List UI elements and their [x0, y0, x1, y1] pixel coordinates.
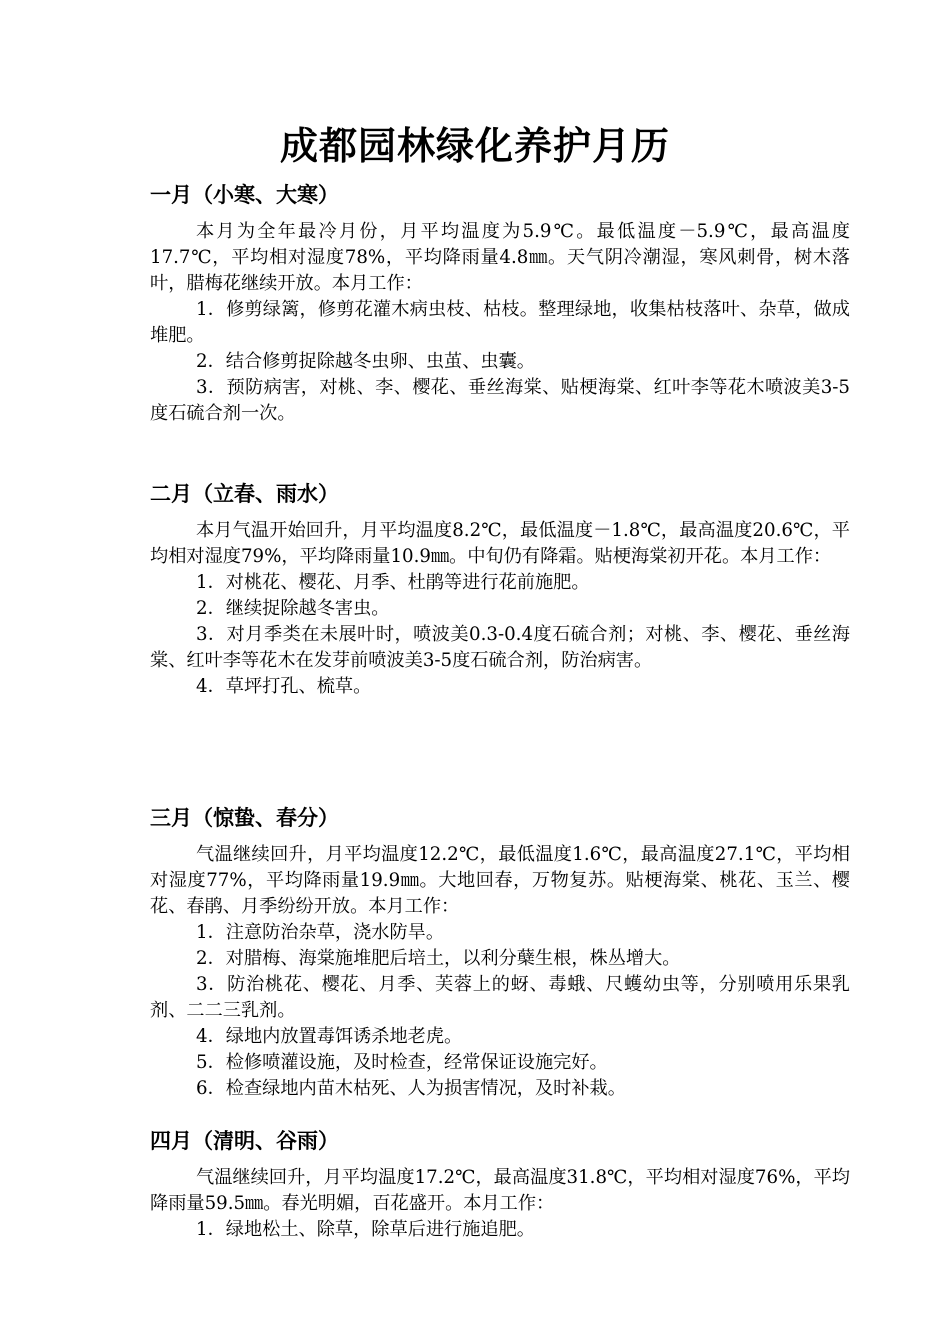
section-heading-march: 三月（惊蛰、春分）: [150, 806, 339, 830]
work-item: 5．检修喷灌设施，及时检查，经常保证设施完好。: [196, 1052, 608, 1073]
section-heading-january: 一月（小寒、大寒）: [150, 183, 339, 207]
work-item: 4．绿地内放置毒饵诱杀地老虎。: [196, 1026, 463, 1047]
work-item: 3．预防病害，对桃、李、樱花、垂丝海棠、贴梗海棠、红叶李等花木喷波美3-5度石硫合剂一次。: [150, 377, 850, 424]
work-item: 4．草坪打孔、梳草。: [196, 676, 372, 697]
section-intro: 气温继续回升，月平均温度17.2℃，最高温度31.8℃，平均相对湿度76%，平均降雨量59.5㎜。春光明媚，百花盛开。本月工作：: [150, 1167, 850, 1214]
work-item: 2．对腊梅、海棠施堆肥后培土，以利分蘖生根，株丛增大。: [196, 948, 681, 969]
section-intro: 本月为全年最冷月份，月平均温度为5.9℃。最低温度－5.9℃，最高温度17.7℃，平均相对湿度78%，平均降雨量4.8㎜。天气阴冷潮湿，寒风刺骨，树木落叶，腊梅花继续开放。本月工作：: [150, 221, 850, 294]
work-item: 3．对月季类在未展叶时，喷波美0.3-0.4度石硫合剂；对桃、李、樱花、垂丝海棠、红叶李等花木在发芽前喷波美3-5度石硫合剂，防治病害。: [150, 624, 850, 671]
work-item: 1．对桃花、樱花、月季、杜鹃等进行花前施肥。: [196, 572, 590, 593]
section-heading-february: 二月（立春、雨水）: [150, 482, 339, 506]
section-body-april: [150, 1165, 850, 1243]
work-item: 1．修剪绿篱，修剪花灌木病虫枝、枯枝。整理绿地，收集枯枝落叶、杂草，做成堆肥。: [150, 299, 850, 346]
document-title: 成都园林绿化养护月历: [279, 124, 670, 168]
work-item: 2．结合修剪捉除越冬虫卵、虫茧、虫囊。: [196, 351, 535, 372]
work-item: 1．绿地松土、除草，除草后进行施追肥。: [196, 1219, 535, 1240]
work-item: 3．防治桃花、樱花、月季、芙蓉上的蚜、毒蛾、尺蠖幼虫等，分别喷用乐果乳剂、二二三乳剂。: [150, 974, 850, 1021]
work-item: 2．继续捉除越冬害虫。: [196, 598, 390, 619]
section-body-january: [150, 219, 850, 427]
work-item: 1．注意防治杂草，浇水防旱。: [196, 922, 445, 943]
section-intro: 本月气温开始回升，月平均温度8.2℃，最低温度－1.8℃，最高温度20.6℃，平均相对湿度79%，平均降雨量10.9㎜。中旬仍有降霜。贴梗海棠初开花。本月工作：: [150, 520, 850, 567]
section-body-march: [150, 842, 850, 1102]
work-item: 6．检查绿地内苗木枯死、人为损害情况，及时补栽。: [196, 1078, 626, 1099]
section-heading-april: 四月（清明、谷雨）: [150, 1129, 339, 1153]
section-intro: 气温继续回升，月平均温度12.2℃，最低温度1.6℃，最高温度27.1℃，平均相对湿度77%，平均降雨量19.9㎜。大地回春，万物复苏。贴梗海棠、桃花、玉兰、樱花、春鹃、月季纷纷开放。本月工作：: [150, 844, 850, 917]
section-body-february: [150, 518, 850, 700]
